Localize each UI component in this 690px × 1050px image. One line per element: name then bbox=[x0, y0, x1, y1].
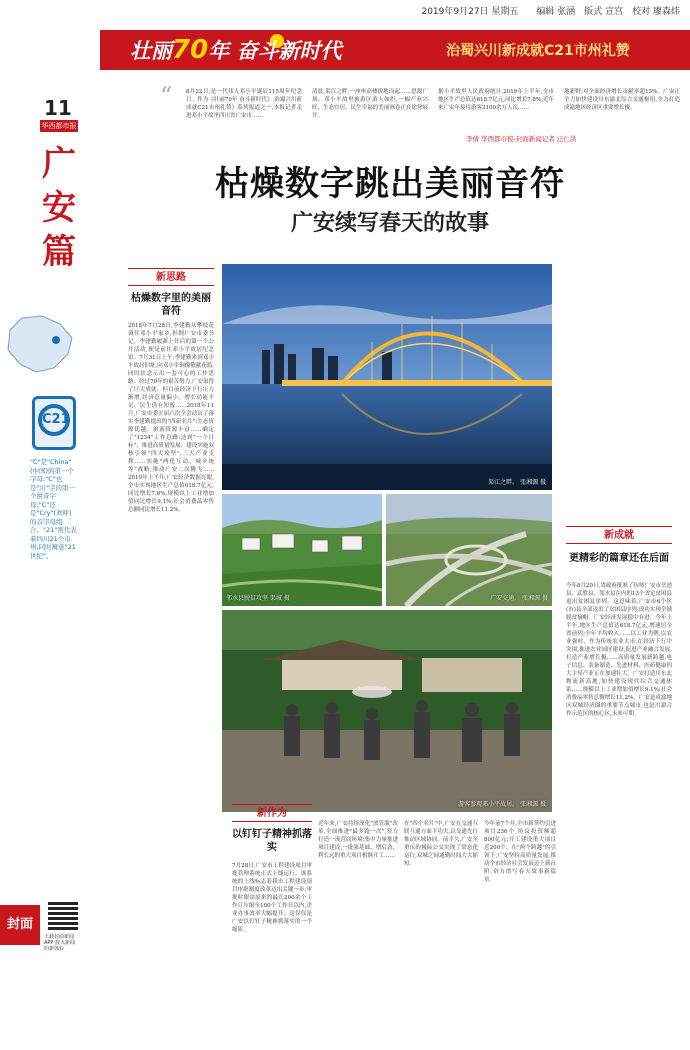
intro-col-1: 8月22日,是一代伟人邓小平诞辰115周年纪念日。作为《壮丽70年 奋斗新时代》,治蜀兴川新成就C21市州礼赞》系列报道之一,本报记者走进邓小平故里四川省广安市…… bbox=[186, 89, 302, 119]
intro-col-2: 清晨,渠江之畔,一座座高楼拔地而起……思源广场、邓小平故里旅游区游人如织,一幅产业兴旺、生态宜居、民生幸福的美丽画卷正在徐徐展开。 bbox=[312, 89, 428, 119]
banner bbox=[100, 30, 690, 70]
banner-title-pre: 壮丽 bbox=[130, 39, 172, 63]
left-column-label: 新思路 bbox=[128, 268, 214, 286]
tourists-photo bbox=[222, 610, 552, 812]
fengmian-logo: 封面 bbox=[0, 905, 40, 945]
date-line: 2019年9月27日 星期五 编辑 张涵 版式 宣宫 校对 廖森炜 bbox=[421, 7, 680, 17]
page-number: 11 bbox=[44, 96, 72, 120]
sichuan-map-icon bbox=[2, 310, 78, 380]
logo-caption: "C"是"China"(中国)的第一个字母;"C"也是"川"字的第一个拼音字母;"C"还是"Cry"(欢呼)的首字母组合。"21"则代表着四川21个市州,同时寓意"21世纪"。 bbox=[30, 458, 77, 560]
intro-text bbox=[186, 88, 682, 134]
bottom-section-title: 以钉钉子精神抓落实 bbox=[232, 829, 312, 853]
intro-col-4: 地新野,对全面经济增长贡献率超15%。广安正全力加快建设川东渝北综合交通枢纽,全力打造成渝地区经济区重要增长极。 bbox=[564, 89, 680, 111]
village-photo bbox=[222, 494, 382, 606]
right-column-label: 新成就 bbox=[566, 526, 672, 544]
right-column-title: 更精彩的篇章还在后面 bbox=[569, 553, 669, 564]
bottom-col-4: 今年前7个月,全市新签约引进项目230个,协议投资额超800亿元;开工建设重大项目近200个。在"两个跨越"的引领下,广安坚持高质量发展,推动全市经济社会发展迈上新台阶,奋力谱写春天故事新篇章。 bbox=[484, 821, 556, 883]
subheadline: 广安续写春天的故事 bbox=[290, 211, 489, 236]
banner-title bbox=[130, 35, 342, 65]
qr-code-icon[interactable] bbox=[48, 900, 78, 930]
paper-name: 华西都市报 bbox=[41, 122, 77, 130]
interchange-photo bbox=[386, 494, 552, 606]
qr-caption: 下载封面新闻APP 投入新闻的新体验 bbox=[44, 934, 76, 952]
left-column-body: 2018年7月28日,李建勤从攀枝花调任邓小平家乡,担纲广安市委书记。李建勤履新上任后的第一个公开活动,便是前往邓小平故居纪念馆。7月31日上午,李建勤来到邓小平故居旧址,向邓小平铜像敬献花篮,同时挂念示出一套可心的工作思路。经过70年的艰苦努力,广安取得了巨大成就。但目前经济下行压力渐增,经济总量偏小、增长动能不足、民生仍有短板……2018年11月,广安市委五届六次全会动员了落实李建勤提出的"四新名片":生态资源优越、旅游资源丰富……确定了"1234"工作总路:达到"一个目标"、推进高质量发展、建设实施双核引领"四大攻坚",三大产业支撑……实施"两化互动、城乡统筹"战略,推动广安二次腾飞……2019年上半年,广安经济数据亮眼,全市实现地区生产总值618.7亿元,同比增长7.8%,规模以上工业增加值同比增长9.1%;社会消费品零售总额同比增长11.2%。 bbox=[128, 323, 214, 513]
village-photo-caption: 邻水县脱贫攻坚 渠城 摄 bbox=[226, 595, 290, 602]
byline: 李倩 华西都市报-封面新闻记者 汪仁洪 bbox=[466, 135, 577, 143]
banner-title-70: 70 bbox=[172, 35, 209, 65]
c21-logo bbox=[32, 396, 76, 450]
intro-col-3: 据小平故里人民政府统计,2019年上半年,全市地区生产总值达618.7亿元,同比增长7.8%;近年来广安年接待游客3100余万人次…… bbox=[438, 89, 554, 111]
tourists-photo-caption: 游客参观邓小平故居。 张湘源 摄 bbox=[458, 801, 546, 808]
right-column-body: 今年8月20日,省政府批准了伍师广安市岳池县、武胜县、邻水县在内的13个省定贫困县退出贫困县序列。这意味着,广安市6个区(市)县全部退出了贫困县序列,成功实现全域脱贫摘帽。广安经济发展稳中有进。今年上半年,地区生产总值达618.7亿元,增速居全省前列;全年平均收入……以工业为例,以农业强村、作为传统农业大市,在经济下行中突围,推进农业园区建设,促进产业融合发展,打造产业增长极……高质量发展新跨越,电子信息、装备制造、先进材料、医药健康四大主导产业正在加速壮大。广安打造川东北物流新高地,加快建设现代综合交通体系……规模以上工业增加值增长9.1%;社会消费品零售总额增长11.2%。广安是成渝地区双城经济圈的重要节点城市,也是川渝合作示范区的核心区,未来可期。 bbox=[566, 583, 672, 717]
c21-logo-mark: C21 bbox=[38, 404, 70, 436]
banner-title-post: 年 奋斗新时代 bbox=[208, 39, 342, 63]
section-name: 广安篇 bbox=[42, 144, 76, 272]
bottom-col-2: 近年来,广安持续深化"放管服"改革,全面推进"最多跑一次",努力打造一流营商环境;集中力量推进项目建设,一批强基础、增后劲、利长远的重大项目相继开工…… bbox=[318, 821, 398, 859]
left-rail bbox=[0, 78, 78, 1050]
banner-subtitle: 治蜀兴川新成就C21市州礼赞 bbox=[446, 43, 630, 59]
interchange-photo-caption: 广安交通。 张湘源 摄 bbox=[490, 595, 548, 602]
headline: 枯燥数字跳出美丽音符 bbox=[215, 164, 565, 204]
bridge-photo bbox=[222, 264, 552, 490]
bottom-col-1: 7月28日,广安市工程建设项目审批管理系统正式上线运行。该系统的上线标志着我市工程建设项目审批制度改革迈出关键一步,审批时限由原来的最长200余个工作日压缩至100个工作日以内,企业办事效率大幅提升。这仅仅是广安以钉钉子精神抓落实的一个缩影。 bbox=[232, 863, 312, 933]
bridge-photo-caption: 渠江之畔。 张湘源 摄 bbox=[488, 479, 546, 486]
bottom-section-label: 新作为 bbox=[232, 804, 312, 822]
quote-mark-icon: “ bbox=[160, 82, 173, 110]
left-column-title: 枯燥数字里的美丽音符 bbox=[131, 293, 211, 317]
bottom-col-3: 在"四个名片"中,广安在交通互联互通方面下功夫,以交通先行推动区域协同。前不久,广安至重庆的城际公交实现了常态化运行,双城之间通勤时间大大缩短。 bbox=[404, 821, 478, 867]
